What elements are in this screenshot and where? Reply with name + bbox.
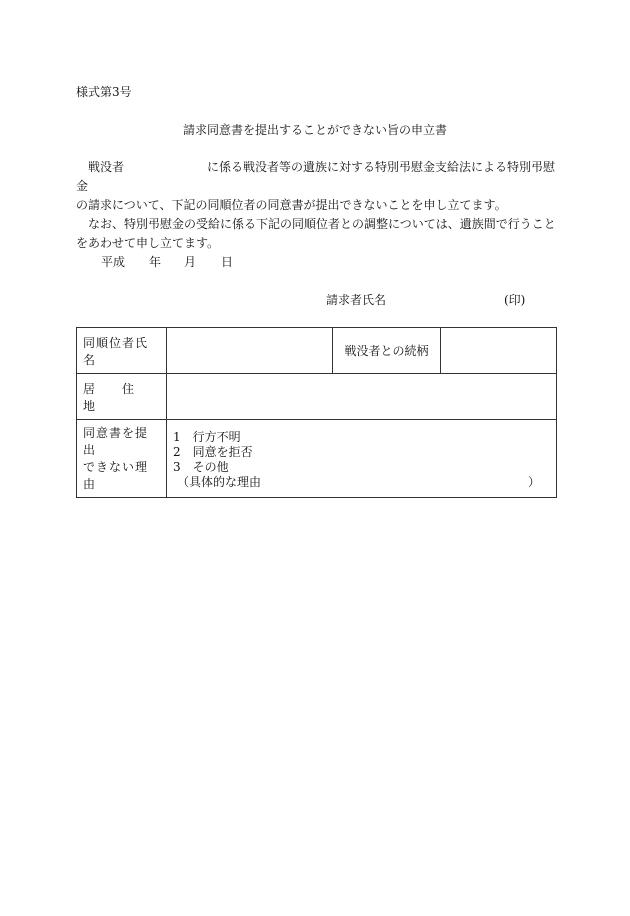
peer-name-label: 同順位者氏名 xyxy=(77,328,167,374)
peer-name-field[interactable] xyxy=(167,328,333,374)
document-title: 請求同意書を提出することができない旨の申立書 xyxy=(183,123,448,137)
applicant-table xyxy=(76,327,557,498)
reason-option[interactable]: 1 行方不明 xyxy=(173,430,241,444)
body-line: なお、特別弔慰金の受給に係る下記の同順位者との調整については、遺族間で行うこと xyxy=(88,217,556,231)
address-label: 居 住 地 xyxy=(77,374,167,420)
date-month: 月 xyxy=(184,255,197,269)
reason-field[interactable] xyxy=(167,420,557,498)
reason-label xyxy=(77,420,167,498)
address-field[interactable] xyxy=(167,374,557,420)
reason-option[interactable]: 3 その他 xyxy=(173,460,229,474)
specific-reason-open: （具体的な理由 xyxy=(177,475,262,489)
date-year: 年 xyxy=(149,255,162,269)
date-era: 平成 xyxy=(101,255,126,269)
claimant-name-label: 請求者氏名 xyxy=(326,293,387,307)
reason-option[interactable]: 2 同意を拒否 xyxy=(173,445,253,459)
relation-label: 戦没者との続柄 xyxy=(333,328,441,374)
specific-reason-close: ） xyxy=(527,475,540,489)
specific-reason[interactable] xyxy=(173,475,550,490)
body-line: の請求について、下記の同順位者の同意書が提出できないことを申し立てます。 xyxy=(76,198,507,212)
reason-label-line: 同意書を提出 xyxy=(83,425,149,457)
relation-field[interactable] xyxy=(441,328,557,374)
form-number: 様式第3号 xyxy=(76,85,132,99)
seal-mark: (印) xyxy=(504,293,526,307)
reason-label-line: できない理由 xyxy=(83,459,149,491)
date-day: 日 xyxy=(221,255,234,269)
deceased-label: 戦没者 xyxy=(88,160,125,174)
body-line: をあわせて申し立てます。 xyxy=(76,236,220,250)
body-line: に係る戦没者等の遺族に対する特別弔慰金支給法による特別弔慰金 xyxy=(76,160,556,193)
statement-body xyxy=(76,158,558,253)
